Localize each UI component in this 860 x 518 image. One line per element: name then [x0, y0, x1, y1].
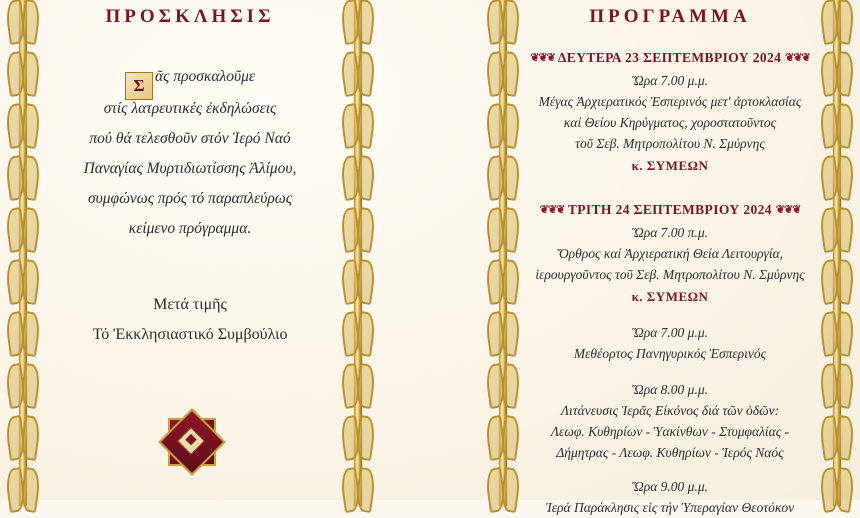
ornament-left-icon: ❦❦❦ — [530, 52, 555, 64]
program-column — [520, 0, 820, 515]
program-day-2-entry-4-text — [520, 497, 820, 518]
program-day-1-entry-1-hour: Ὥρα 7.00 μ.μ. — [632, 73, 708, 88]
program-day-2-entry-2-hour: Ὥρα 7.00 μ.μ. — [632, 325, 708, 340]
program-day-2-entry-1-hour: Ὥρα 7.00 π.μ. — [632, 225, 708, 240]
ornament-right-icon: ❦❦❦ — [775, 204, 801, 216]
border-strip-right-inner — [488, 0, 518, 506]
invitation-line-2: στίς λατρευτικές ἐκδηλώσεις — [103, 100, 277, 117]
invitation-title: ΠΡΟΣΚΛΗΣΙΣ — [105, 6, 275, 27]
border-strip-right-outer — [822, 0, 852, 506]
program-day-2-entry-3-text — [520, 400, 820, 463]
program-day-1-entry-1-officiant: κ. ΣΥΜΕΩΝ — [631, 158, 709, 173]
event-line: Λιτάνευσις Ἱερᾶς Εἰκόνος διά τῶν ὁδῶν: — [560, 403, 780, 418]
invitation-column — [40, 0, 340, 500]
program-day-2-date-text: ΤΡΙΤΗ 24 ΣΕΠΤΕΜΒΡΙΟΥ 2024 — [567, 202, 772, 217]
drop-cap: Σ — [125, 72, 153, 100]
event-line: ἱερουργοῦντος τοῦ Σεβ. Μητροπολίτου Ν. Σμύρνης — [535, 267, 805, 282]
border-strip-left-outer — [8, 0, 38, 506]
event-line: Ἱερά Παράκλησις εἰς τήν Ὑπεραγίαν Θεοτόκον — [545, 500, 795, 515]
invitation-line-1 — [40, 62, 340, 94]
event-line: Μέγας Ἀρχιερατικός Ἑσπερινός μετ' ἀρτοκλασίας — [538, 94, 802, 109]
event-line: Ὄρθρος καί Ἀρχιερατική Θεία Λειτουργία, — [556, 246, 784, 261]
event-line: Δήμητρας - Λεωφ. Κυθηρίων - Ἱερός Ναός — [556, 445, 784, 460]
ornament-left-icon: ❦❦❦ — [539, 204, 565, 216]
program-day-2-entry-1-officiant: κ. ΣΥΜΕΩΝ — [631, 289, 709, 304]
program-day-2-entry-3-hour: Ὥρα 8.00 μ.μ. — [632, 382, 708, 397]
program-day-1-entry-1-text — [520, 91, 820, 176]
event-line: τοῦ Σεβ. Μητροπολίτου Ν. Σμύρνης — [575, 136, 765, 151]
event-line: Λεωφ. Κυθηρίων - Ὑακίνθων - Στυμφαλίας - — [550, 424, 790, 439]
invitation-line-5: συμφώνως πρός τό παραπλεύρως — [87, 190, 293, 207]
star-rosette-ornament-icon — [162, 412, 218, 468]
program-day-1-date — [520, 50, 820, 66]
ornament-right-icon: ❦❦❦ — [785, 52, 810, 64]
program-title: ΠΡΟΓΡΑΜΜΑ — [589, 6, 751, 27]
invitation-line-4: Παναγίας Μυρτιδιωτίσσης Ἀλίμου, — [83, 160, 297, 177]
invitation-line-3: πού θά τελεσθοῦν στόν Ἱερό Ναό — [89, 130, 291, 147]
closing-line-2: Τό Ἐκκλησιαστικό Συμβούλιο — [92, 326, 288, 343]
program-day-2-entry-2-text — [520, 343, 820, 364]
border-strip-left-inner — [343, 0, 373, 506]
program-day-2 — [520, 202, 820, 518]
program-day-1 — [520, 50, 820, 176]
program-day-2-entry-1-text — [520, 243, 820, 307]
event-line: καί Θείου Κηρύγματος, χοροστατοῦντος — [563, 115, 777, 130]
closing-line-1: Μετά τιμῆς — [153, 296, 227, 313]
program-day-2-entry-4-hour: Ὥρα 9.00 μ.μ. — [632, 479, 708, 494]
invitation-line-1-text: ᾶς προσκαλοῦμε — [155, 68, 255, 85]
program-day-1-date-text: ΔΕΥΤΕΡΑ 23 ΣΕΠΤΕΜΒΡΙΟΥ 2024 — [557, 50, 782, 65]
invitation-text — [40, 62, 340, 244]
program-day-2-date — [520, 202, 820, 218]
program-body — [520, 50, 820, 518]
invitation-closing — [40, 290, 340, 350]
event-line: Μεθέορτος Πανηγυρικός Ἑσπερινός — [573, 346, 767, 361]
invitation-line-6: κείμενο πρόγραμμα. — [128, 220, 252, 237]
